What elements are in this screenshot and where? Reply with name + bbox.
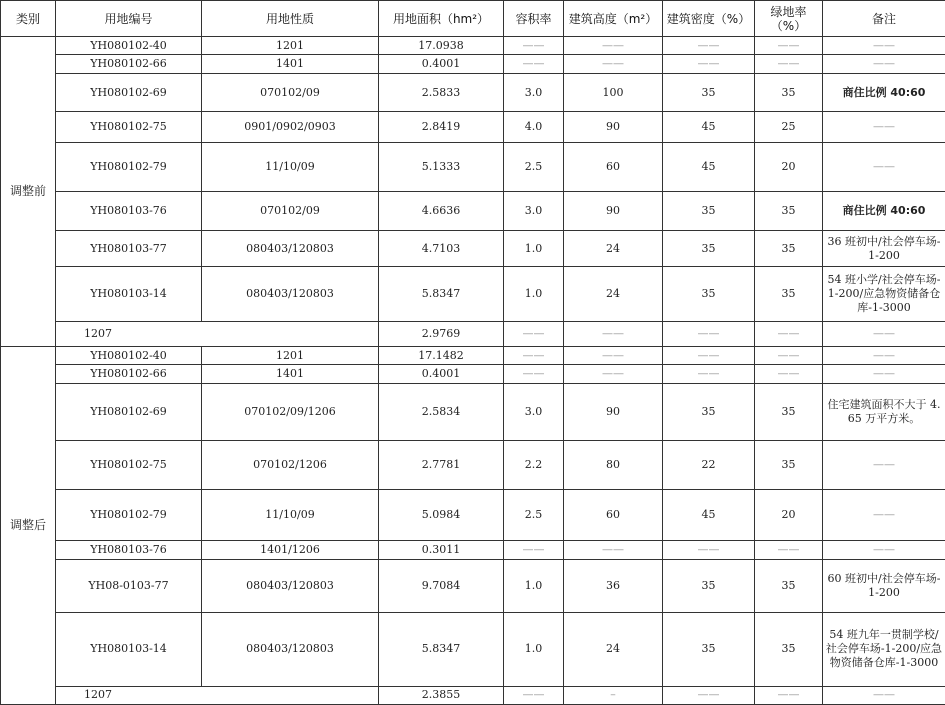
cell-land-use: 070102/1206 xyxy=(202,440,379,489)
cell-far: —— xyxy=(504,37,564,55)
cell-plot-id: YH080102-75 xyxy=(56,440,202,489)
cell-plot-id: YH080103-76 xyxy=(56,540,202,559)
cell-note: —— xyxy=(823,112,945,143)
cell-density: —— xyxy=(663,540,755,559)
cell-area: 4.7103 xyxy=(379,230,504,267)
cell-density: —— xyxy=(663,686,755,705)
header-category: 类别 xyxy=(1,1,56,37)
cell-note: 54 班九年一贯制学校/社会停车场-1-200/应急物资储备仓库-1-3000 xyxy=(823,613,945,686)
cell-height: —— xyxy=(564,365,663,383)
cell-density: 35 xyxy=(663,383,755,440)
cell-height: 90 xyxy=(564,383,663,440)
cell-area: 17.0938 xyxy=(379,37,504,55)
table-row xyxy=(1,37,945,55)
cell-note: 商住比例 40:60 xyxy=(823,73,945,112)
cell-far: 2.5 xyxy=(504,489,564,540)
cell-density: —— xyxy=(663,55,755,73)
cell-green: —— xyxy=(755,55,823,73)
cell-far: 1.0 xyxy=(504,230,564,267)
cell-density: 35 xyxy=(663,613,755,686)
cell-height: 36 xyxy=(564,560,663,613)
header-far: 容积率 xyxy=(504,1,564,37)
table-row xyxy=(1,613,945,686)
cell-height: —— xyxy=(564,37,663,55)
group-label-before: 调整前 xyxy=(1,37,56,347)
cell-area: 9.7084 xyxy=(379,560,504,613)
cell-green: —— xyxy=(755,686,823,705)
cell-height: 100 xyxy=(564,73,663,112)
cell-far: 4.0 xyxy=(504,112,564,143)
cell-far: —— xyxy=(504,322,564,346)
cell-plot-id: YH080102-66 xyxy=(56,365,202,383)
cell-density: —— xyxy=(663,346,755,364)
header-row xyxy=(1,1,945,37)
cell-density: —— xyxy=(663,37,755,55)
cell-height: 24 xyxy=(564,613,663,686)
cell-green: 35 xyxy=(755,230,823,267)
cell-green: 25 xyxy=(755,112,823,143)
cell-area: 0.4001 xyxy=(379,365,504,383)
cell-far: 1.0 xyxy=(504,267,564,322)
table-row xyxy=(1,143,945,192)
table-row xyxy=(1,322,945,346)
cell-area: 2.9769 xyxy=(379,322,504,346)
table-row xyxy=(1,383,945,440)
cell-area: 5.1333 xyxy=(379,143,504,192)
cell-area: 2.7781 xyxy=(379,440,504,489)
cell-area: 2.8419 xyxy=(379,112,504,143)
cell-plot-id: YH080102-79 xyxy=(56,143,202,192)
cell-height: 60 xyxy=(564,489,663,540)
cell-height: —— xyxy=(564,346,663,364)
cell-plot-id: YH080102-40 xyxy=(56,37,202,55)
cell-note: —— xyxy=(823,365,945,383)
cell-area: 0.4001 xyxy=(379,55,504,73)
table-row xyxy=(1,112,945,143)
cell-green: —— xyxy=(755,346,823,364)
cell-note: —— xyxy=(823,346,945,364)
cell-note: 54 班小学/社会停车场-1-200/应急物资储备仓库-1-3000 xyxy=(823,267,945,322)
header-height: 建筑高度（m²） xyxy=(564,1,663,37)
cell-density: 35 xyxy=(663,191,755,230)
cell-land-use: 080403/120803 xyxy=(202,560,379,613)
cell-far: 3.0 xyxy=(504,191,564,230)
cell-note: —— xyxy=(823,440,945,489)
cell-land-use: 1201 xyxy=(202,346,379,364)
cell-green: —— xyxy=(755,365,823,383)
cell-note: 60 班初中/社会停车场-1-200 xyxy=(823,560,945,613)
cell-height: – xyxy=(564,686,663,705)
cell-land-use: 1401 xyxy=(202,55,379,73)
header-density: 建筑密度（%） xyxy=(663,1,755,37)
cell-density: 45 xyxy=(663,143,755,192)
cell-density: 35 xyxy=(663,560,755,613)
cell-far: —— xyxy=(504,365,564,383)
group-label-after: 调整后 xyxy=(1,346,56,704)
cell-area: 5.0984 xyxy=(379,489,504,540)
cell-note: 商住比例 40:60 xyxy=(823,191,945,230)
table-row xyxy=(1,191,945,230)
cell-height: —— xyxy=(564,540,663,559)
cell-area: 5.8347 xyxy=(379,267,504,322)
cell-far: —— xyxy=(504,686,564,705)
header-green: 绿地率（%） xyxy=(755,1,823,37)
cell-height: 24 xyxy=(564,230,663,267)
cell-density: 35 xyxy=(663,73,755,112)
table-row xyxy=(1,73,945,112)
cell-green: 35 xyxy=(755,613,823,686)
table-row xyxy=(1,267,945,322)
cell-height: 80 xyxy=(564,440,663,489)
cell-note: —— xyxy=(823,489,945,540)
cell-height: 90 xyxy=(564,191,663,230)
cell-height: 90 xyxy=(564,112,663,143)
cell-land-use: 080403/120803 xyxy=(202,230,379,267)
cell-land-use: 11/10/09 xyxy=(202,143,379,192)
cell-plot-id: YH080102-69 xyxy=(56,73,202,112)
cell-plot-id: YH080103-14 xyxy=(56,613,202,686)
cell-land-use: 11/10/09 xyxy=(202,489,379,540)
cell-note: —— xyxy=(823,686,945,705)
cell-far: 2.5 xyxy=(504,143,564,192)
cell-note: 36 班初中/社会停车场-1-200 xyxy=(823,230,945,267)
cell-green: 35 xyxy=(755,267,823,322)
cell-plot-id: YH080102-40 xyxy=(56,346,202,364)
cell-density: —— xyxy=(663,365,755,383)
cell-note: —— xyxy=(823,55,945,73)
cell-far: —— xyxy=(504,540,564,559)
cell-far: 2.2 xyxy=(504,440,564,489)
cell-far: 3.0 xyxy=(504,383,564,440)
header-plot-id: 用地编号 xyxy=(56,1,202,37)
cell-plot-id: YH080102-69 xyxy=(56,383,202,440)
cell-area: 2.5834 xyxy=(379,383,504,440)
cell-green: 20 xyxy=(755,489,823,540)
table-row xyxy=(1,55,945,73)
cell-note: —— xyxy=(823,37,945,55)
cell-land-use: 070102/09 xyxy=(202,73,379,112)
cell-plot-id: YH080102-79 xyxy=(56,489,202,540)
cell-green: 20 xyxy=(755,143,823,192)
cell-note: —— xyxy=(823,143,945,192)
cell-far: —— xyxy=(504,55,564,73)
table-row xyxy=(1,540,945,559)
cell-area: 5.8347 xyxy=(379,613,504,686)
cell-area: 4.6636 xyxy=(379,191,504,230)
cell-height: —— xyxy=(564,322,663,346)
cell-plot-id: YH080103-77 xyxy=(56,230,202,267)
cell-green: 35 xyxy=(755,560,823,613)
table-row xyxy=(1,489,945,540)
cell-land-use: 1207 xyxy=(56,686,379,705)
cell-green: 35 xyxy=(755,440,823,489)
cell-area: 2.3855 xyxy=(379,686,504,705)
cell-density: 45 xyxy=(663,112,755,143)
cell-height: 24 xyxy=(564,267,663,322)
cell-land-use: 080403/120803 xyxy=(202,267,379,322)
cell-far: —— xyxy=(504,346,564,364)
cell-land-use: 1207 xyxy=(56,322,379,346)
table-row xyxy=(1,686,945,705)
header-note: 备注 xyxy=(823,1,945,37)
cell-land-use: 1401/1206 xyxy=(202,540,379,559)
cell-density: —— xyxy=(663,322,755,346)
cell-green: —— xyxy=(755,37,823,55)
cell-density: 35 xyxy=(663,267,755,322)
cell-land-use: 1401 xyxy=(202,365,379,383)
table-row xyxy=(1,440,945,489)
cell-density: 22 xyxy=(663,440,755,489)
cell-note: —— xyxy=(823,540,945,559)
cell-green: 35 xyxy=(755,73,823,112)
cell-land-use: 0901/0902/0903 xyxy=(202,112,379,143)
table-row xyxy=(1,560,945,613)
cell-plot-id: YH080103-14 xyxy=(56,267,202,322)
cell-far: 3.0 xyxy=(504,73,564,112)
cell-plot-id: YH08-0103-77 xyxy=(56,560,202,613)
cell-green: 35 xyxy=(755,191,823,230)
cell-note: —— xyxy=(823,322,945,346)
cell-land-use: 1201 xyxy=(202,37,379,55)
cell-height: 60 xyxy=(564,143,663,192)
cell-height: —— xyxy=(564,55,663,73)
cell-note: 住宅建筑面积不大于 4.65 万平方米。 xyxy=(823,383,945,440)
cell-plot-id: YH080102-75 xyxy=(56,112,202,143)
cell-density: 45 xyxy=(663,489,755,540)
header-area: 用地面积（hm²） xyxy=(379,1,504,37)
cell-density: 35 xyxy=(663,230,755,267)
cell-plot-id: YH080102-66 xyxy=(56,55,202,73)
cell-green: —— xyxy=(755,540,823,559)
cell-far: 1.0 xyxy=(504,560,564,613)
table-row xyxy=(1,230,945,267)
cell-area: 17.1482 xyxy=(379,346,504,364)
cell-green: 35 xyxy=(755,383,823,440)
cell-land-use: 080403/120803 xyxy=(202,613,379,686)
cell-green: —— xyxy=(755,322,823,346)
cell-far: 1.0 xyxy=(504,613,564,686)
table-row xyxy=(1,346,945,364)
header-land-use: 用地性质 xyxy=(202,1,379,37)
cell-land-use: 070102/09 xyxy=(202,191,379,230)
table-row xyxy=(1,365,945,383)
cell-area: 2.5833 xyxy=(379,73,504,112)
cell-area: 0.3011 xyxy=(379,540,504,559)
cell-plot-id: YH080103-76 xyxy=(56,191,202,230)
cell-land-use: 070102/09/1206 xyxy=(202,383,379,440)
